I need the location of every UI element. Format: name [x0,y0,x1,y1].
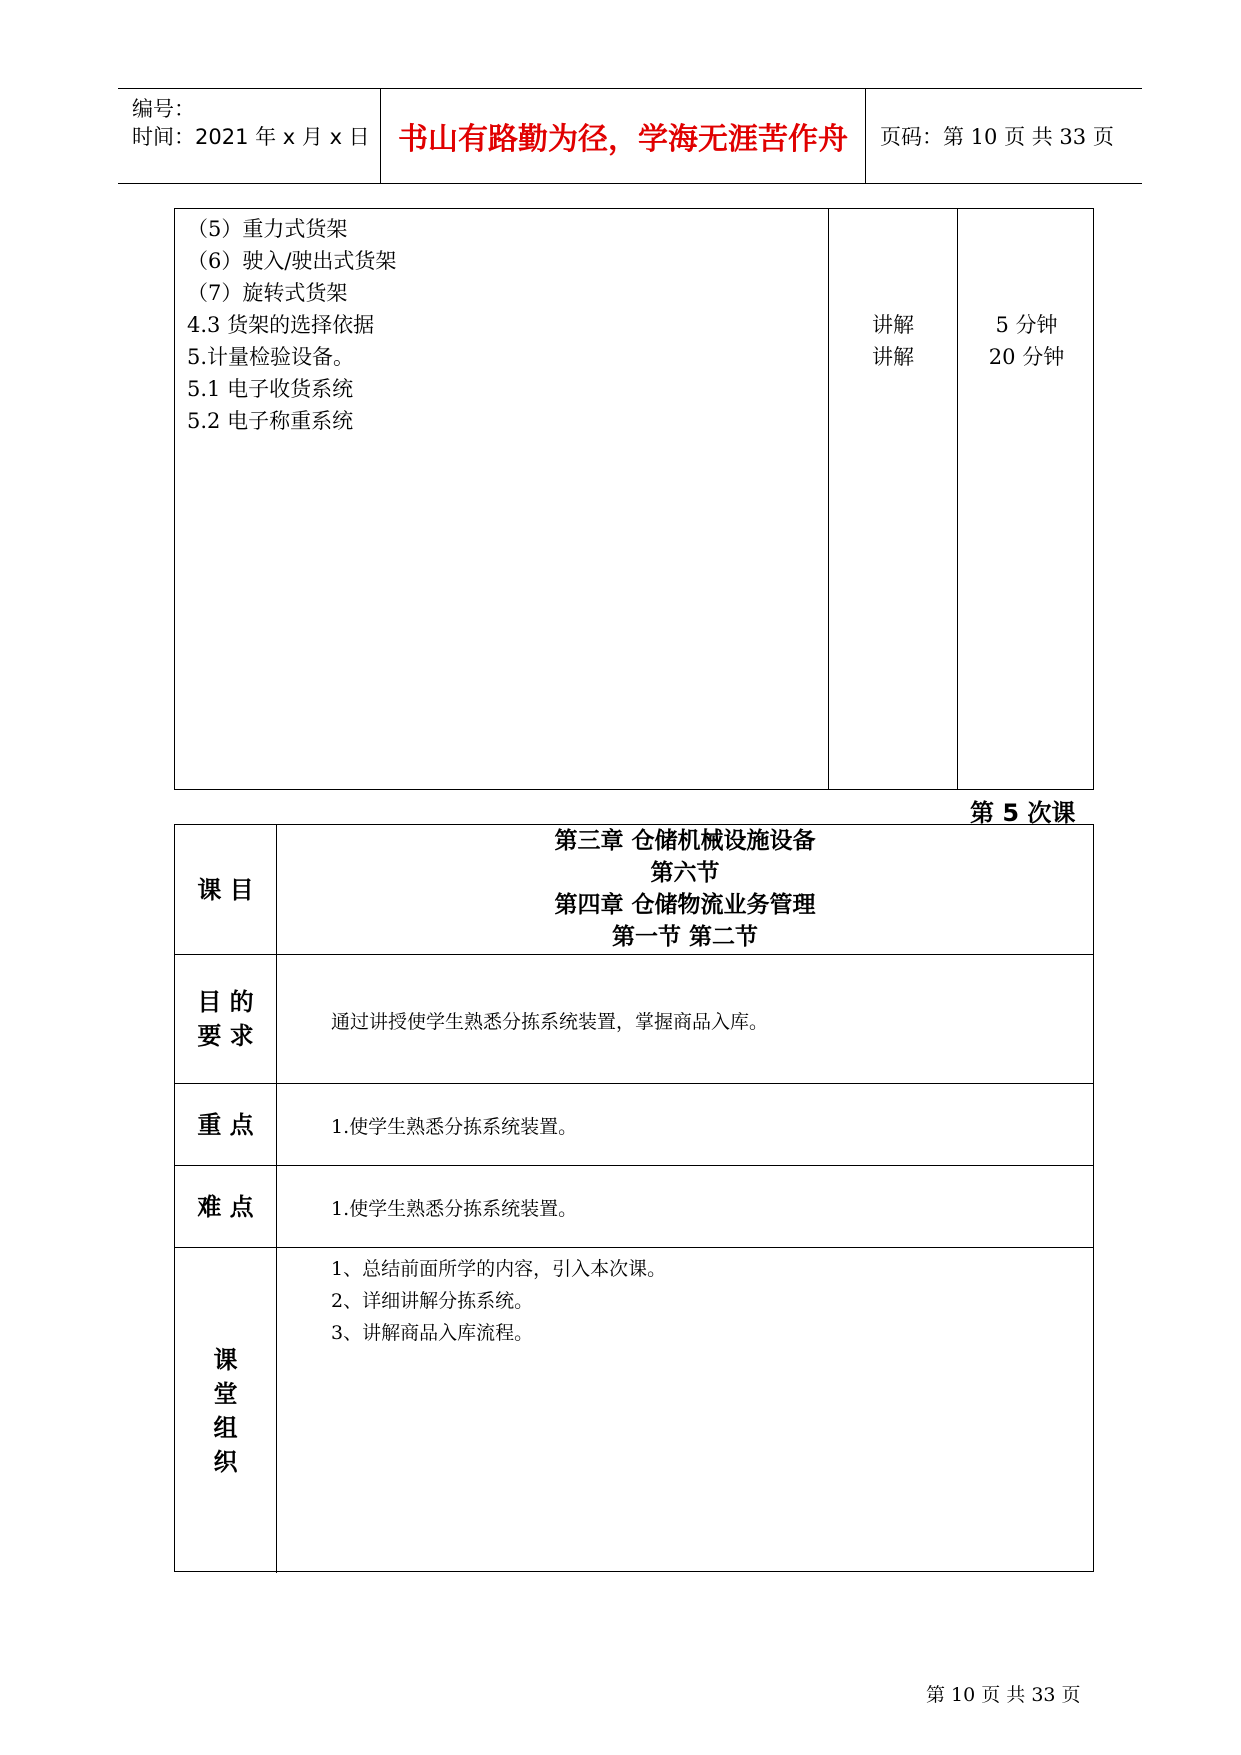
key-point-value [277,1084,1093,1165]
subject-row [175,825,1093,955]
class-organization-label [175,1248,277,1573]
content-line: 4.3 货架的选择依据 [187,313,375,337]
org-item: 1、总结前面所学的内容，引入本次课。 [331,1258,667,1280]
subject-value [277,825,1093,954]
content-line: 5.1 电子收货系统 [187,377,354,401]
method-column [829,209,958,789]
page-footer: 第 10 页 共 33 页 [926,1684,1081,1706]
content-line: （5）重力式货架 [187,217,348,241]
goal-value [277,955,1093,1083]
content-continuation-table [174,208,1094,790]
org-label-char: 堂 [213,1379,238,1408]
key-point-label: 重 点 [175,1084,277,1165]
duration-cell: 5 分钟 [995,313,1058,337]
content-line: 5.2 电子称重系统 [187,409,354,433]
goal-label-line: 目 的 [197,988,254,1016]
difficulty-text: 1.使学生熟悉分拣系统装置。 [331,1198,578,1220]
class-organization-value [277,1248,1093,1573]
duration-column [958,209,1095,789]
subject-label: 课 目 [175,825,277,954]
duration-cell: 20 分钟 [988,345,1065,369]
org-label-char: 课 [213,1345,238,1374]
difficulty-row [175,1166,1093,1248]
method-cell: 讲解 [872,313,914,337]
goal-row [175,955,1093,1084]
header-left-cell [118,89,380,183]
content-column [175,209,829,789]
subject-line: 第四章 仓储物流业务管理 [554,892,816,918]
org-item: 3、讲解商品入库流程。 [331,1322,534,1344]
goal-text: 通过讲授使学生熟悉分拣系统装置，掌握商品入库。 [331,1011,769,1033]
lesson-plan-table [174,824,1094,1572]
org-label-char: 织 [213,1447,238,1476]
content-line: 5.计量检验设备。 [187,345,355,369]
key-point-row [175,1084,1093,1166]
goal-label [175,955,277,1083]
subject-line: 第一节 第二节 [611,924,758,950]
subject-line: 第六节 [650,860,720,886]
motto: 书山有路勤为径，学海无涯苦作舟 [380,89,866,183]
difficulty-value [277,1166,1093,1247]
page-header [118,88,1142,184]
page-code: 页码：第 10 页 共 33 页 [880,125,1114,149]
number-label: 编号： [132,97,195,121]
subject-lines [277,825,1093,953]
difficulty-label: 难 点 [175,1166,277,1247]
lesson-number: 第 5 次课 [970,799,1076,827]
org-item: 2、详细讲解分拣系统。 [331,1290,534,1312]
key-point-text: 1.使学生熟悉分拣系统装置。 [331,1116,578,1138]
method-cell: 讲解 [872,345,914,369]
org-label-char: 组 [213,1413,238,1442]
class-organization-row [175,1248,1093,1573]
content-line: （6）驶入/驶出式货架 [187,249,397,273]
goal-label-line: 要 求 [197,1022,254,1050]
content-line: （7）旋转式货架 [187,281,348,305]
date-line: 时间：2021 年 x 月 x 日 [132,125,370,149]
subject-line: 第三章 仓储机械设施设备 [554,828,816,854]
